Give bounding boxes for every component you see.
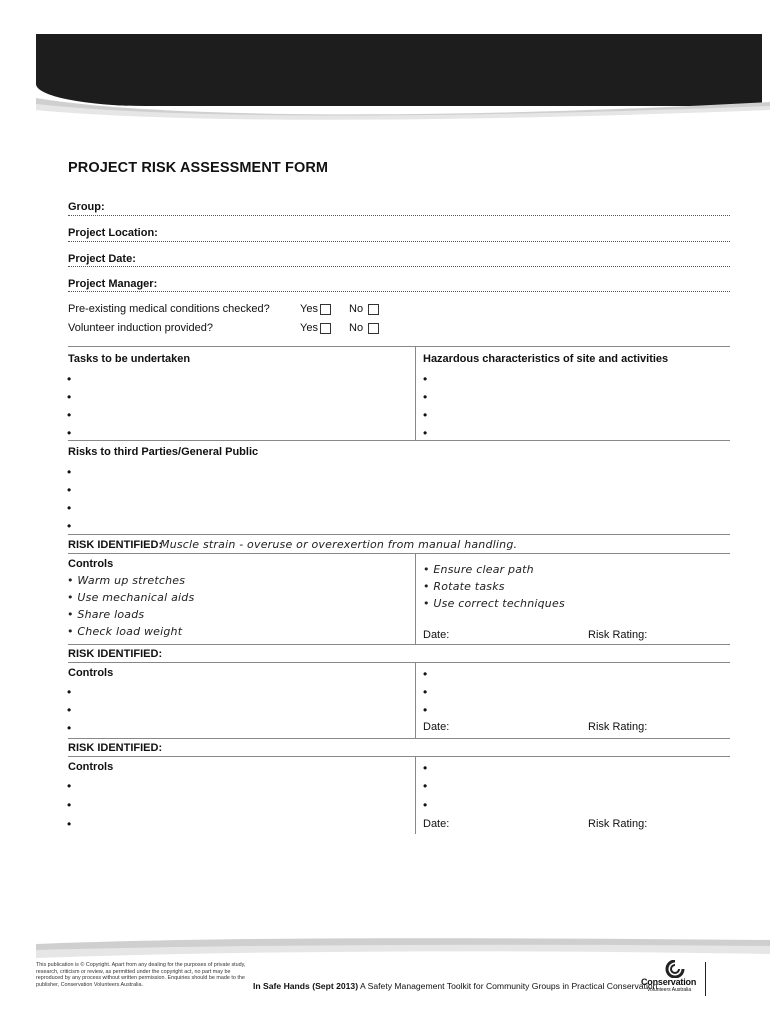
public-bullet[interactable]: • [67, 501, 72, 515]
control-text: Check load weight [77, 625, 183, 638]
public-bullet[interactable]: • [67, 483, 72, 497]
risk-identified-label: RISK IDENTIFIED: [68, 539, 163, 551]
bullet-glyph: • [423, 580, 430, 593]
control-text: Use mechanical aids [77, 591, 195, 604]
date-label: Date: [423, 721, 450, 733]
controls-bullet[interactable]: • [67, 798, 72, 812]
controls-bullet[interactable]: • [423, 798, 428, 812]
column-divider [415, 553, 416, 644]
tasks-bullet[interactable]: • [67, 390, 72, 404]
conservation-volunteers-logo [641, 960, 707, 996]
control-text: Use correct techniques [433, 597, 565, 610]
induction-yes-checkbox[interactable] [320, 323, 331, 334]
control-item-left[interactable] [67, 625, 182, 638]
public-bullet[interactable]: • [67, 519, 72, 533]
section-divider [68, 738, 730, 739]
project-manager-field-line[interactable] [68, 291, 730, 292]
section-divider [68, 756, 730, 757]
induction-no-label: No [349, 322, 364, 334]
section-divider [68, 553, 730, 554]
medical-check-question: Pre-existing medical conditions checked? [68, 303, 270, 315]
section-divider [68, 346, 730, 347]
controls-bullet[interactable]: • [67, 817, 72, 831]
logo-subtitle: Volunteers Australia [647, 987, 692, 993]
column-divider [415, 346, 416, 440]
induction-yes-label: Yes [300, 322, 318, 334]
bullet-glyph: • [67, 591, 74, 604]
medical-yes-label: Yes [300, 303, 318, 315]
controls-heading: Controls [68, 558, 114, 570]
hazards-heading: Hazardous characteristics of site and activities [423, 353, 669, 365]
controls-bullet[interactable]: • [67, 685, 72, 699]
date-label: Date: [423, 629, 450, 641]
controls-bullet[interactable]: • [67, 703, 72, 717]
section-divider [68, 644, 730, 645]
induction-no-checkbox[interactable] [368, 323, 379, 334]
copyright-notice: This publication is © Copyright. Apart from any dealing for the purposes of private study, research, criticism or review, as permitted under the copyright act, no part may be reproduced by any process without written permission. Enquiries should be made to the publisher, Conservation Volunteers Australia. [36, 962, 246, 988]
control-text: Rotate tasks [433, 580, 505, 593]
risk-identified-value[interactable]: Muscle strain - overuse or overexertion from manual handling. [160, 538, 518, 551]
induction-question: Volunteer induction provided? [68, 322, 213, 334]
section-divider [68, 440, 730, 441]
controls-bullet[interactable]: • [423, 761, 428, 775]
logo-divider [705, 962, 706, 996]
control-item-left[interactable] [67, 574, 185, 587]
logo-mark-icon [663, 960, 687, 978]
project-manager-label: Project Manager: [68, 278, 158, 290]
control-item-right[interactable] [423, 580, 505, 593]
control-item-left[interactable] [67, 608, 144, 621]
tasks-bullet[interactable]: • [67, 372, 72, 386]
bullet-glyph: • [423, 597, 430, 610]
bullet-glyph: • [67, 625, 74, 638]
hazards-bullet[interactable]: • [423, 426, 428, 440]
controls-bullet[interactable]: • [423, 685, 428, 699]
publication-subtitle: A Safety Management Toolkit for Community Groups in Practical Conservation [360, 981, 658, 991]
controls-heading: Controls [68, 667, 114, 679]
risk-identified-label: RISK IDENTIFIED: [68, 648, 163, 660]
controls-bullet[interactable]: • [423, 703, 428, 717]
header-wave-decoration [36, 96, 770, 122]
column-divider [415, 662, 416, 738]
hazards-bullet[interactable]: • [423, 372, 428, 386]
hazards-bullet[interactable]: • [423, 408, 428, 422]
control-item-right[interactable] [423, 563, 534, 576]
group-field-line[interactable] [68, 215, 730, 216]
public-bullet[interactable]: • [67, 465, 72, 479]
controls-bullet[interactable]: • [423, 667, 428, 681]
medical-no-checkbox[interactable] [368, 304, 379, 315]
bullet-glyph: • [67, 608, 74, 621]
tasks-heading: Tasks to be undertaken [68, 353, 191, 365]
hazards-bullet[interactable]: • [423, 390, 428, 404]
medical-no-label: No [349, 303, 364, 315]
controls-bullet[interactable]: • [67, 779, 72, 793]
group-label: Group: [68, 201, 105, 213]
tasks-bullet[interactable]: • [67, 426, 72, 440]
risk-rating-label: Risk Rating: [588, 721, 648, 733]
controls-bullet[interactable]: • [423, 779, 428, 793]
footer-publication-title [253, 981, 657, 991]
project-date-label: Project Date: [68, 253, 136, 265]
controls-bullet[interactable]: • [67, 721, 72, 735]
control-item-left[interactable] [67, 591, 194, 604]
project-location-label: Project Location: [68, 227, 158, 239]
medical-yes-checkbox[interactable] [320, 304, 331, 315]
bullet-glyph: • [423, 563, 430, 576]
section-divider [68, 534, 730, 535]
date-label: Date: [423, 818, 450, 830]
column-divider [415, 756, 416, 834]
footer-wave-decoration [36, 936, 770, 962]
risk-rating-label: Risk Rating: [588, 629, 648, 641]
tasks-bullet[interactable]: • [67, 408, 72, 422]
risk-identified-label: RISK IDENTIFIED: [68, 742, 163, 754]
project-location-field-line[interactable] [68, 241, 730, 242]
project-date-field-line[interactable] [68, 266, 730, 267]
control-item-right[interactable] [423, 597, 565, 610]
logo-name: Conservation [641, 977, 697, 987]
public-risks-heading: Risks to third Parties/General Public [68, 446, 259, 458]
form-title: PROJECT RISK ASSESSMENT FORM [68, 160, 329, 176]
control-text: Ensure clear path [433, 563, 534, 576]
control-text: Share loads [77, 608, 145, 621]
section-divider [68, 662, 730, 663]
controls-heading: Controls [68, 761, 114, 773]
risk-rating-label: Risk Rating: [588, 818, 648, 830]
publication-bold-title: In Safe Hands (Sept 2013) [253, 981, 359, 991]
control-text: Warm up stretches [77, 574, 186, 587]
bullet-glyph: • [67, 574, 74, 587]
